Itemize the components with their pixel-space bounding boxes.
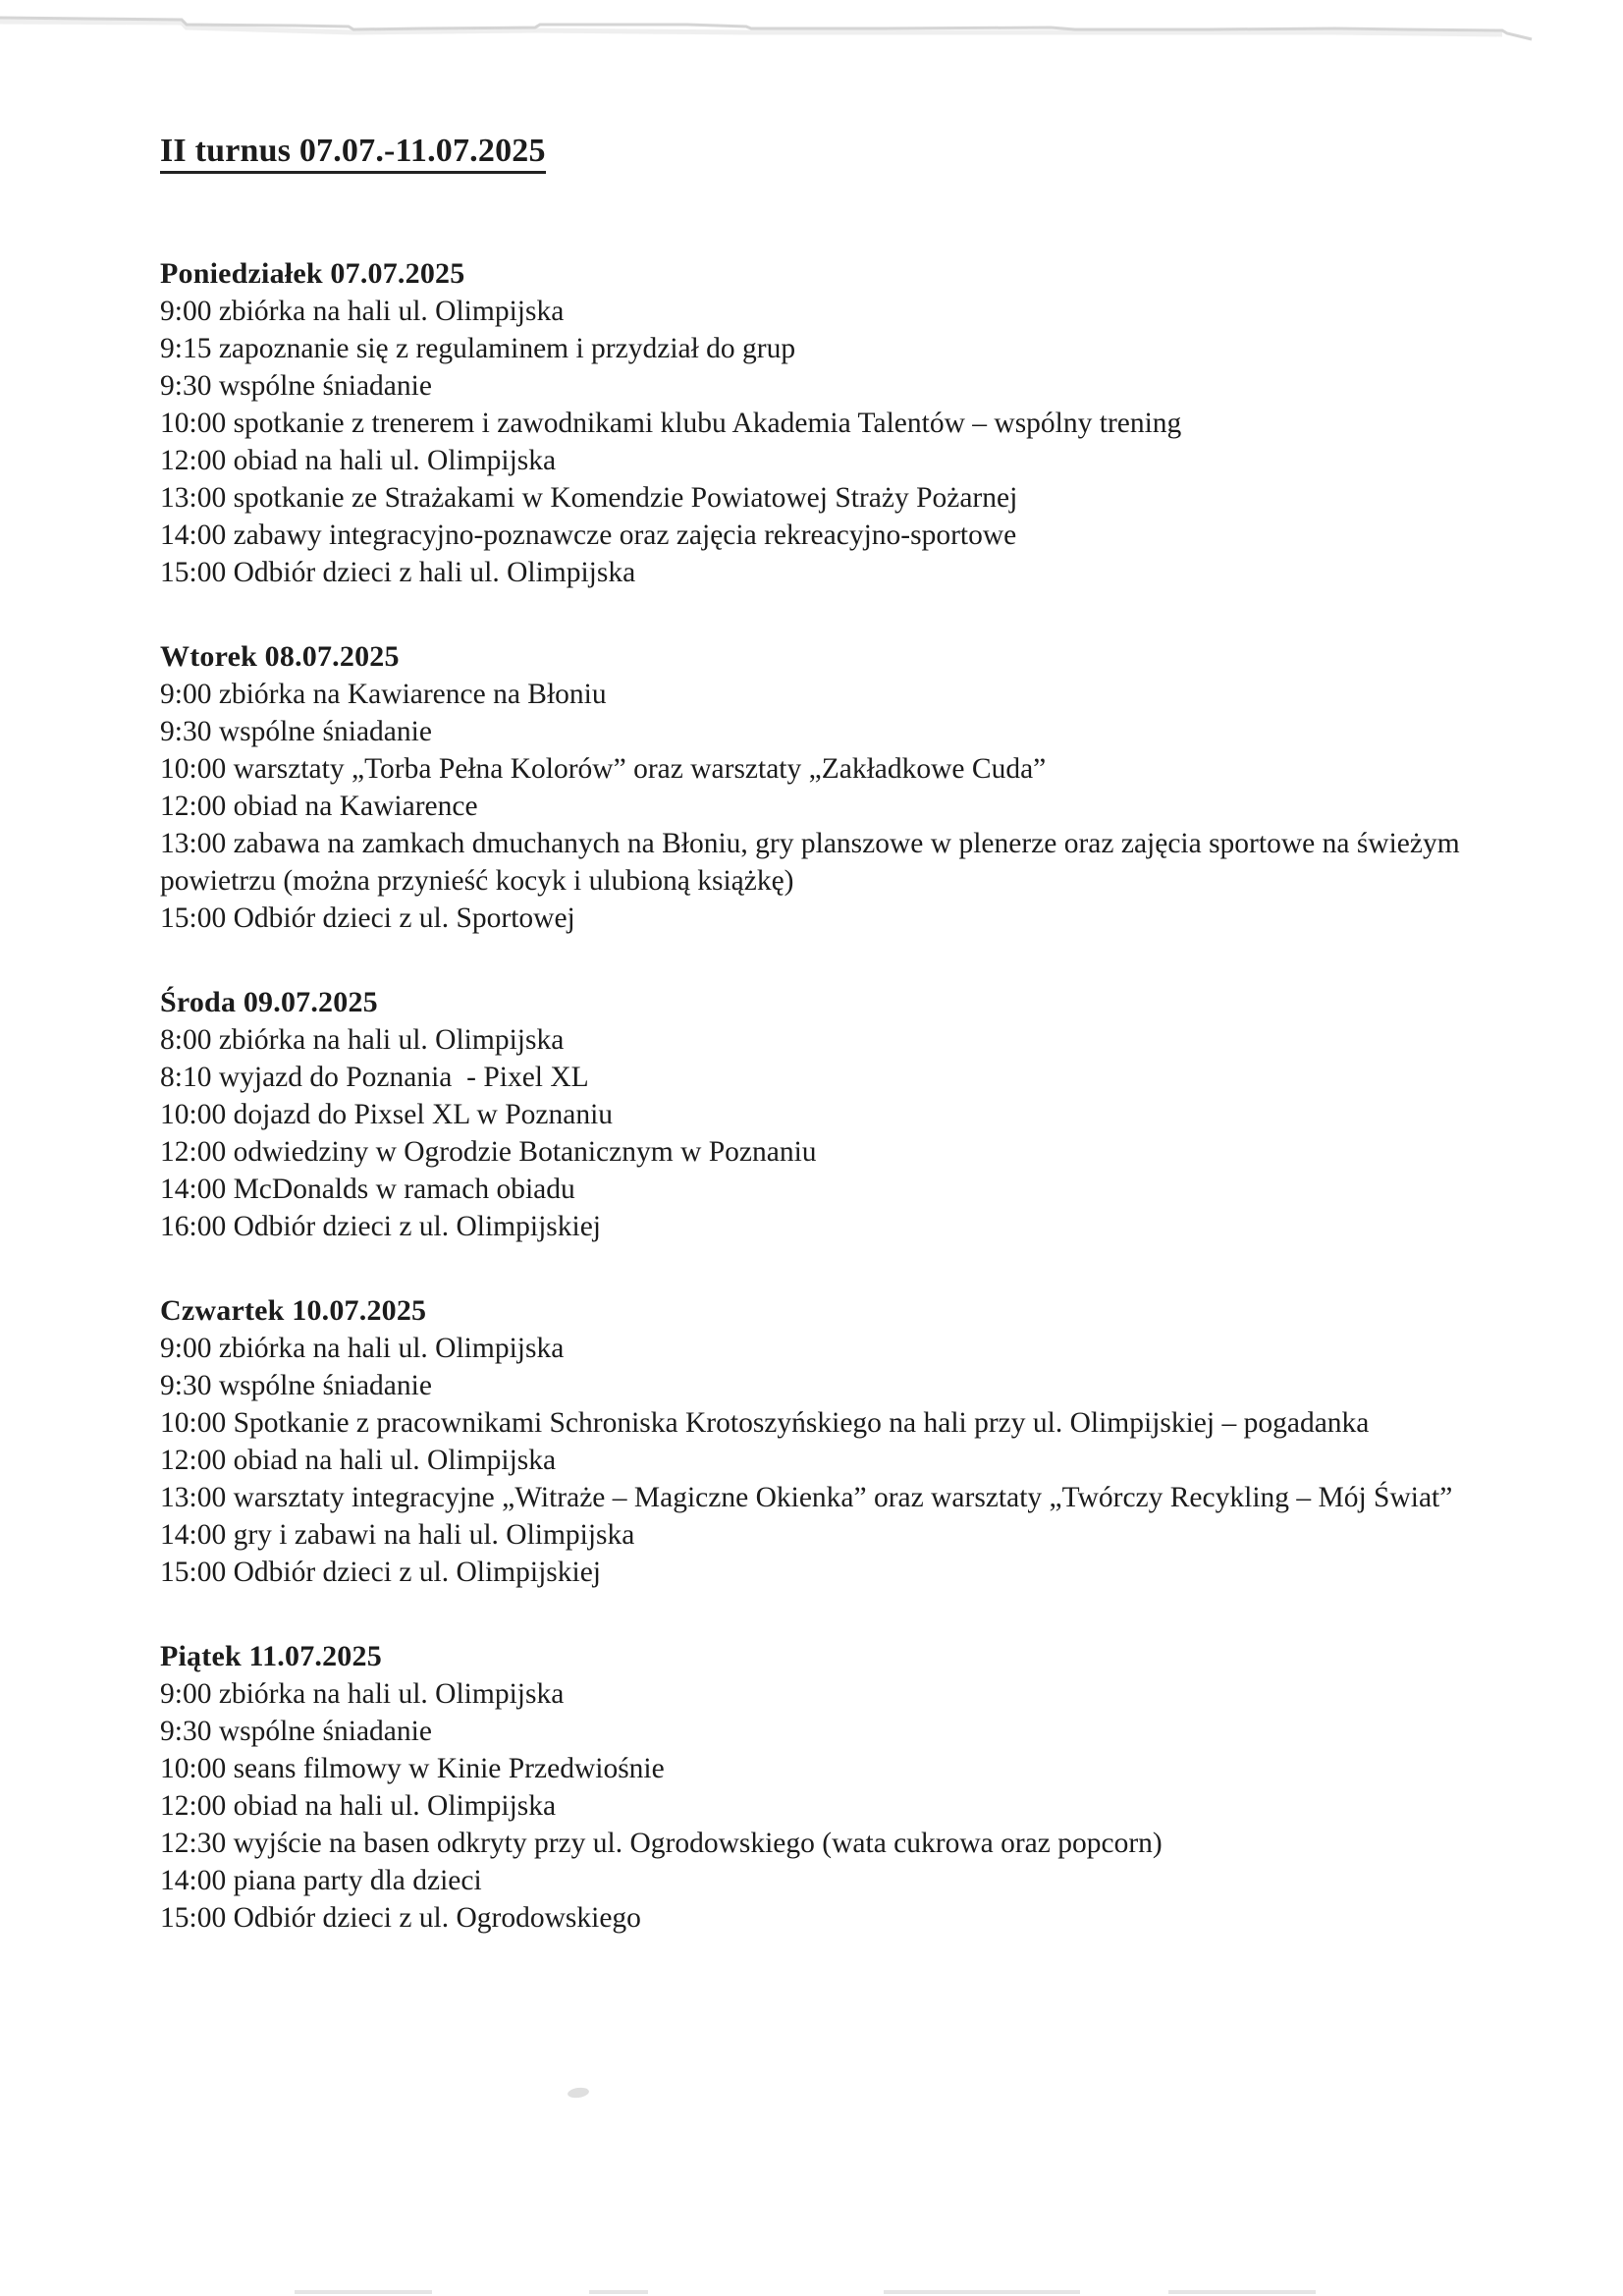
schedule-line: 9:30 wspólne śniadanie xyxy=(160,716,432,747)
day-heading: Piątek 11.07.2025 xyxy=(160,1640,382,1672)
schedule-line: 14:00 McDonalds w ramach obiadu xyxy=(160,1174,575,1205)
schedule-line: 15:00 Odbiór dzieci z ul. Ogrodowskiego xyxy=(160,1902,641,1934)
schedule-line: 8:00 zbiórka na hali ul. Olimpijska xyxy=(160,1024,565,1056)
schedule-line: 16:00 Odbiór dzieci z ul. Olimpijskiej xyxy=(160,1211,601,1242)
schedule-line: 13:00 spotkanie ze Strażakami w Komendzie Powiatowej Straży Pożarnej xyxy=(160,482,1018,514)
day-section xyxy=(160,984,1481,1245)
schedule-line: 10:00 dojazd do Pixsel XL w Poznaniu xyxy=(160,1099,614,1130)
schedule-line: 10:00 seans filmowy w Kinie Przedwiośnie xyxy=(160,1753,665,1784)
schedule-line: 10:00 warsztaty „Torba Pełna Kolorów” oraz warsztaty „Zakładkowe Cuda” xyxy=(160,753,1047,785)
schedule-line: 12:00 obiad na hali ul. Olimpijska xyxy=(160,1445,557,1476)
schedule-line: 13:00 zabawa na zamkach dmuchanych na Błoniu, gry planszowe w plenerze oraz zajęcia sportowe na świeżym powietrzu (można przynieść kocyk i ulubioną książkę) xyxy=(160,828,1468,897)
scan-edge-speck xyxy=(295,2290,432,2294)
day-section xyxy=(160,638,1481,937)
schedule-line: 9:30 wspólne śniadanie xyxy=(160,1716,432,1747)
schedule-line: 12:00 obiad na hali ul. Olimpijska xyxy=(160,1790,557,1822)
day-section xyxy=(160,255,1481,591)
schedule-line: 10:00 Spotkanie z pracownikami Schroniska Krotoszyńskiego na hali przy ul. Olimpijskiej – pogadanka xyxy=(160,1407,1370,1439)
day-heading: Środa 09.07.2025 xyxy=(160,986,378,1018)
day-heading: Poniedziałek 07.07.2025 xyxy=(160,257,465,290)
schedule-line: 15:00 Odbiór dzieci z ul. Olimpijskiej xyxy=(160,1557,601,1588)
schedule-line: 12:00 obiad na Kawiarence xyxy=(160,791,478,822)
schedule xyxy=(160,255,1481,1937)
schedule-line: 14:00 zabawy integracyjno-poznawcze oraz zajęcia rekreacyjno-sportowe xyxy=(160,519,1017,551)
day-section xyxy=(160,1638,1481,1937)
schedule-line: 15:00 Odbiór dzieci z hali ul. Olimpijska xyxy=(160,557,636,588)
schedule-line: 9:00 zbiórka na Kawiarence na Błoniu xyxy=(160,679,607,710)
schedule-line: 8:10 wyjazd do Poznania - Pixel XL xyxy=(160,1062,589,1093)
day-section xyxy=(160,1292,1481,1591)
schedule-line: 9:00 zbiórka na hali ul. Olimpijska xyxy=(160,1678,565,1710)
schedule-line: 13:00 warsztaty integracyjne „Witraże – Magiczne Okienka” oraz warsztaty „Twórczy Recykling – Mój Świat” xyxy=(160,1482,1453,1513)
schedule-line: 9:00 zbiórka na hali ul. Olimpijska xyxy=(160,1333,565,1364)
scan-edge-speck xyxy=(1168,2290,1316,2294)
schedule-line: 10:00 spotkanie z trenerem i zawodnikami klubu Akademia Talentów – wspólny trening xyxy=(160,408,1182,439)
scan-edge-speck xyxy=(589,2290,648,2294)
schedule-line: 9:15 zapoznanie się z regulaminem i przydział do grup xyxy=(160,333,796,364)
schedule-line: 15:00 Odbiór dzieci z ul. Sportowej xyxy=(160,902,575,934)
page-title xyxy=(160,132,1481,171)
schedule-line: 9:30 wspólne śniadanie xyxy=(160,1370,432,1401)
schedule-line: 14:00 gry i zabawi na hali ul. Olimpijska xyxy=(160,1519,635,1551)
scan-edge-speck xyxy=(884,2290,1080,2294)
day-heading: Wtorek 08.07.2025 xyxy=(160,640,400,673)
page-title-text: II turnus 07.07.-11.07.2025 xyxy=(160,133,546,174)
schedule-line: 12:00 obiad na hali ul. Olimpijska xyxy=(160,445,557,476)
schedule-line: 9:30 wspólne śniadanie xyxy=(160,370,432,402)
schedule-line: 12:30 wyjście na basen odkryty przy ul. Ogrodowskiego (wata cukrowa oraz popcorn) xyxy=(160,1828,1163,1859)
schedule-line: 9:00 zbiórka na hali ul. Olimpijska xyxy=(160,296,565,327)
day-heading: Czwartek 10.07.2025 xyxy=(160,1294,427,1327)
schedule-line: 12:00 odwiedziny w Ogrodzie Botanicznym w Poznaniu xyxy=(160,1136,817,1168)
schedule-line: 14:00 piana party dla dzieci xyxy=(160,1865,482,1896)
